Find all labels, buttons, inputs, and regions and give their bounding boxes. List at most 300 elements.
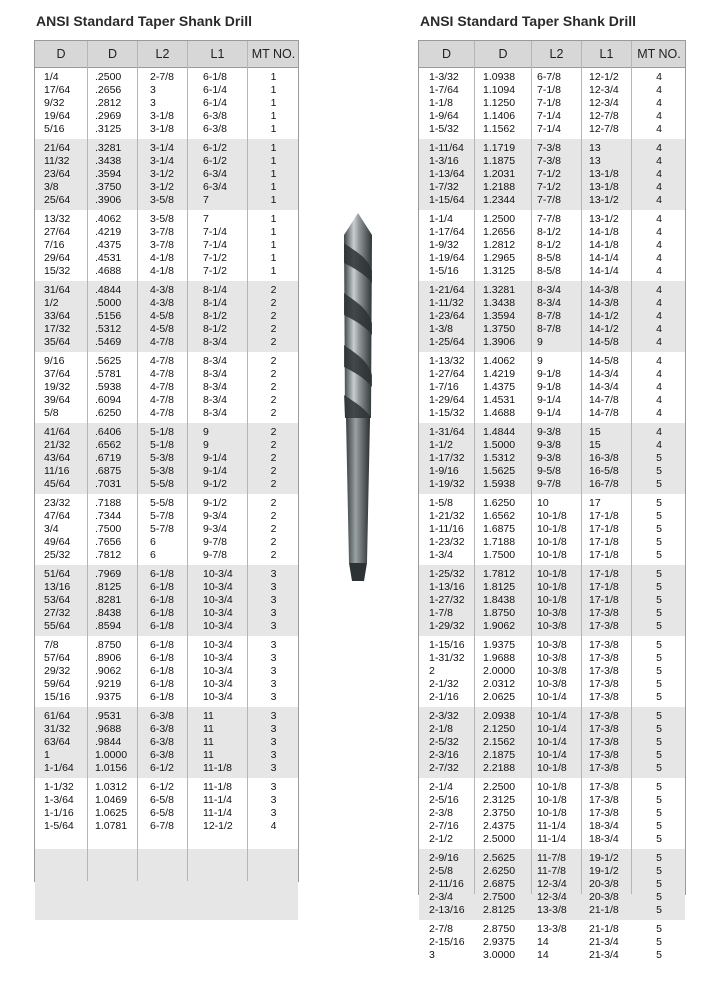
l1-value: 13-1/8 [589, 168, 619, 180]
l1-value: 21-1/8 [589, 923, 619, 935]
fraction-size: 49/64 [44, 536, 71, 548]
table-row [35, 71, 298, 84]
mt-number: 5 [656, 723, 662, 735]
l1-value: 11-1/4 [203, 807, 232, 819]
table-row [419, 581, 685, 594]
table-row [35, 523, 298, 536]
fraction-size: 1-9/16 [429, 465, 459, 477]
l2-value: 8-5/8 [537, 265, 561, 277]
l2-value: 5-7/8 [150, 510, 174, 522]
table-row [35, 762, 298, 775]
fraction-size: 1-21/32 [429, 510, 465, 522]
decimal-size: 3.0000 [483, 949, 516, 961]
decimal-size: .4531 [95, 252, 122, 264]
decimal-size: .7812 [95, 549, 122, 561]
l1-value: 17-3/8 [589, 665, 619, 677]
l1-value: 17-3/8 [589, 710, 619, 722]
decimal-size: 2.3750 [483, 807, 516, 819]
l2-value: 4-7/8 [150, 336, 174, 348]
decimal-size: 1.2031 [483, 168, 516, 180]
table-row [419, 833, 685, 846]
table-row [35, 110, 298, 123]
mt-number: 2 [270, 439, 277, 451]
decimal-size: .8906 [95, 652, 122, 664]
l2-value: 10-3/8 [537, 620, 567, 632]
table-row [419, 923, 685, 936]
mt-number: 5 [656, 620, 662, 632]
l1-value: 11-1/8 [203, 781, 232, 793]
decimal-size: 1.9375 [483, 639, 516, 651]
table-row [35, 781, 298, 794]
table-row [35, 336, 298, 349]
l2-value: 6-1/8 [150, 652, 174, 664]
column-header: MT NO. [637, 47, 681, 61]
l2-value: 6-1/8 [150, 594, 174, 606]
mt-number: 2 [270, 407, 277, 419]
l1-value: 6-1/8 [203, 71, 227, 83]
table-row [35, 639, 298, 652]
decimal-size: .9531 [95, 710, 122, 722]
l1-value: 7-1/2 [203, 252, 227, 264]
l1-value: 17-3/8 [589, 691, 619, 703]
mt-number: 5 [656, 762, 662, 774]
l1-value: 8-1/4 [203, 297, 227, 309]
l1-value: 12-3/4 [589, 84, 619, 96]
decimal-size: .5000 [95, 297, 122, 309]
l2-value: 4-7/8 [150, 368, 174, 380]
l2-value: 6-3/8 [150, 749, 174, 761]
fraction-size: 1-25/32 [429, 568, 465, 580]
row-group [419, 920, 685, 991]
mt-number: 1 [270, 142, 277, 154]
decimal-size: 1.7500 [483, 549, 516, 561]
table-row [35, 581, 298, 594]
l1-value: 17-3/8 [589, 678, 619, 690]
fraction-size: 11/32 [44, 155, 70, 167]
table-row [419, 936, 685, 949]
l1-value: 17 [589, 497, 601, 509]
mt-number: 3 [270, 781, 277, 793]
mt-number: 5 [656, 665, 662, 677]
table-row [419, 865, 685, 878]
l1-value: 14-3/8 [589, 284, 619, 296]
mt-number: 1 [270, 168, 277, 180]
mt-number: 5 [656, 736, 662, 748]
fraction-size: 1-17/64 [429, 226, 465, 238]
mt-number: 3 [270, 607, 277, 619]
table-row [419, 426, 685, 439]
l2-value: 6-5/8 [150, 794, 174, 806]
l2-value: 7-1/2 [537, 181, 561, 193]
l1-value: 14-7/8 [589, 394, 619, 406]
l2-value: 6-3/8 [150, 710, 174, 722]
table-row [35, 439, 298, 452]
mt-number: 5 [656, 652, 662, 664]
fraction-size: 31/32 [44, 723, 71, 735]
table-row [35, 226, 298, 239]
mt-number: 3 [270, 710, 277, 722]
table-row [419, 536, 685, 549]
l2-value: 10-1/8 [537, 594, 567, 606]
table-row [35, 794, 298, 807]
l2-value: 4-7/8 [150, 407, 174, 419]
row-group [35, 849, 298, 920]
right-drill-table [418, 40, 686, 961]
l2-value: 10-3/8 [537, 665, 567, 677]
l2-value: 6-1/8 [150, 620, 174, 632]
table-row [419, 168, 685, 181]
table-row [35, 181, 298, 194]
l2-value: 4-5/8 [150, 310, 174, 322]
l2-value: 7-3/8 [537, 142, 561, 154]
decimal-size: 2.2188 [483, 762, 516, 774]
decimal-size: .8750 [95, 639, 122, 651]
l2-value: 3-1/4 [150, 155, 174, 167]
fraction-size: 1-11/64 [429, 142, 464, 154]
column-header: L1 [599, 47, 614, 61]
l2-value: 6-7/8 [537, 71, 561, 83]
table-row [419, 639, 685, 652]
mt-number: 5 [656, 833, 662, 845]
l1-value: 18-3/4 [589, 833, 619, 845]
fraction-size: 41/64 [44, 426, 71, 438]
l2-value: 3-1/8 [150, 110, 174, 122]
mt-number: 5 [656, 807, 662, 819]
l1-value: 9 [203, 426, 209, 438]
table-row [35, 594, 298, 607]
fraction-size: 59/64 [44, 678, 71, 690]
l1-value: 13-1/2 [589, 194, 619, 206]
decimal-size: 1.4219 [483, 368, 516, 380]
mt-number: 2 [270, 297, 277, 309]
decimal-size: 2.2500 [483, 781, 516, 793]
l2-value: 6-5/8 [150, 807, 174, 819]
fraction-size: 1-31/64 [429, 426, 465, 438]
l2-value: 12-3/4 [537, 891, 567, 903]
decimal-size: 1.5625 [483, 465, 516, 477]
mt-number: 3 [270, 691, 277, 703]
mt-number: 4 [656, 84, 662, 96]
l1-value: 21-3/4 [589, 949, 619, 961]
mt-number: 5 [656, 594, 662, 606]
l2-value: 6-1/8 [150, 639, 174, 651]
mt-number: 5 [656, 678, 662, 690]
mt-number: 4 [656, 194, 662, 206]
table-row [419, 723, 685, 736]
decimal-size: .3438 [95, 155, 122, 167]
decimal-size: 2.0938 [483, 710, 516, 722]
fraction-size: 27/32 [44, 607, 71, 619]
l2-value: 10-1/8 [537, 807, 567, 819]
decimal-size: 1.3125 [483, 265, 516, 277]
mt-number: 3 [270, 736, 277, 748]
table-row [419, 97, 685, 110]
l2-value: 5-1/8 [150, 426, 174, 438]
mt-number: 4 [656, 71, 662, 83]
l2-value: 9-3/8 [537, 426, 561, 438]
l1-value: 9-3/4 [203, 510, 227, 522]
fraction-size: 63/64 [44, 736, 71, 748]
fraction-size: 23/32 [44, 497, 71, 509]
table-row [419, 852, 685, 865]
table-row [35, 252, 298, 265]
mt-number: 5 [656, 497, 662, 509]
mt-number: 4 [656, 213, 662, 225]
mt-number: 4 [656, 123, 662, 135]
decimal-size: 1.1562 [483, 123, 516, 135]
l1-value: 10-3/4 [203, 568, 233, 580]
decimal-size: 1.2188 [483, 181, 516, 193]
fraction-size: 1-7/64 [429, 84, 459, 96]
l1-value: 17-3/8 [589, 620, 619, 632]
row-group [419, 707, 685, 778]
l2-value: 10-3/8 [537, 652, 567, 664]
table-row [419, 265, 685, 278]
mt-number: 5 [656, 478, 662, 490]
decimal-size: 1.4062 [483, 355, 516, 367]
fraction-size: 31/64 [44, 284, 71, 296]
fraction-size: 1 [44, 749, 50, 761]
mt-number: 2 [270, 284, 277, 296]
l1-value: 17-1/8 [589, 536, 619, 548]
decimal-size: .9844 [95, 736, 122, 748]
table-row [35, 168, 298, 181]
mt-number: 2 [270, 355, 277, 367]
l2-value: 6-1/8 [150, 607, 174, 619]
l2-value: 5-3/8 [150, 452, 174, 464]
l2-value: 12-3/4 [537, 878, 567, 890]
l2-value: 3-5/8 [150, 213, 174, 225]
fraction-size: 1-3/64 [44, 794, 74, 806]
l1-value: 14-3/4 [589, 368, 619, 380]
l1-value: 7-1/2 [203, 265, 227, 277]
l2-value: 10-1/8 [537, 568, 567, 580]
table-row [419, 949, 685, 962]
l2-value: 3-7/8 [150, 239, 174, 251]
fraction-size: 5/16 [44, 123, 65, 135]
fraction-size: 1-13/16 [429, 581, 465, 593]
l1-value: 12-1/2 [203, 820, 233, 832]
decimal-size: 1.1719 [483, 142, 516, 154]
l1-value: 9-7/8 [203, 549, 227, 561]
mt-number: 2 [270, 336, 277, 348]
fraction-size: 3 [429, 949, 435, 961]
mt-number: 5 [656, 891, 662, 903]
l2-value: 6-3/8 [150, 723, 174, 735]
mt-number: 4 [270, 820, 277, 832]
table-row [35, 381, 298, 394]
l2-value: 5-3/8 [150, 465, 174, 477]
decimal-size: .7656 [95, 536, 122, 548]
l1-value: 10-3/4 [203, 607, 233, 619]
l2-value: 7-1/4 [537, 123, 561, 135]
l1-value: 8-3/4 [203, 407, 227, 419]
mt-number: 1 [270, 71, 277, 83]
decimal-size: 2.4375 [483, 820, 516, 832]
l2-value: 11-1/4 [537, 820, 566, 832]
l1-value: 14-1/4 [589, 265, 619, 277]
decimal-size: .4688 [95, 265, 122, 277]
decimal-size: 1.0156 [95, 762, 128, 774]
row-group [419, 210, 685, 281]
fraction-size: 1-3/16 [429, 155, 459, 167]
l2-value: 7-1/4 [537, 110, 561, 122]
fraction-size: 2-7/32 [429, 762, 459, 774]
table-row [35, 284, 298, 297]
l1-value: 6-3/4 [203, 181, 227, 193]
decimal-size: .3125 [95, 123, 122, 135]
table-row [419, 181, 685, 194]
column-divider [87, 41, 88, 881]
mt-number: 4 [656, 407, 662, 419]
fraction-size: 2-7/8 [429, 923, 453, 935]
l2-value: 9-7/8 [537, 478, 561, 490]
fraction-size: 1-7/16 [429, 381, 459, 393]
fraction-size: 2-5/16 [429, 794, 459, 806]
table-row [419, 284, 685, 297]
decimal-size: .5312 [95, 323, 122, 335]
row-group [35, 139, 298, 210]
l2-value: 8-1/2 [537, 226, 561, 238]
l1-value: 11 [203, 736, 214, 748]
table-row [419, 213, 685, 226]
decimal-size: 1.5312 [483, 452, 516, 464]
decimal-size: 2.8125 [483, 904, 516, 916]
mt-number: 3 [270, 678, 277, 690]
table-row [419, 297, 685, 310]
fraction-size: 9/16 [44, 355, 65, 367]
table-row [419, 194, 685, 207]
l2-value: 7-7/8 [537, 213, 561, 225]
fraction-size: 61/64 [44, 710, 71, 722]
table-row [419, 904, 685, 917]
l1-value: 11 [203, 749, 214, 761]
l1-value: 17-3/8 [589, 652, 619, 664]
decimal-size: 1.0469 [95, 794, 128, 806]
fraction-size: 2-1/32 [429, 678, 459, 690]
decimal-size: 1.6562 [483, 510, 516, 522]
mt-number: 1 [270, 213, 277, 225]
table-row [419, 549, 685, 562]
fraction-size: 1/4 [44, 71, 59, 83]
row-group [419, 352, 685, 423]
decimal-size: .6875 [95, 465, 122, 477]
mt-number: 2 [270, 426, 277, 438]
mt-number: 5 [656, 536, 662, 548]
decimal-size: 2.0000 [483, 665, 516, 677]
table-row [35, 123, 298, 136]
l1-value: 15 [589, 439, 601, 451]
l2-value: 4-1/8 [150, 252, 174, 264]
l2-value: 3-1/8 [150, 123, 174, 135]
mt-number: 2 [270, 323, 277, 335]
l1-value: 19-1/2 [589, 865, 619, 877]
table-row [419, 710, 685, 723]
l1-value: 20-3/8 [589, 878, 619, 890]
l2-value: 10-1/4 [537, 749, 567, 761]
l2-value: 9-3/8 [537, 452, 561, 464]
l1-value: 16-3/8 [589, 452, 619, 464]
decimal-size: 1.8438 [483, 594, 516, 606]
fraction-size: 1-17/32 [429, 452, 465, 464]
table-row [419, 310, 685, 323]
l2-value: 3-1/2 [150, 168, 174, 180]
l2-value: 6-1/8 [150, 581, 174, 593]
fraction-size: 13/16 [44, 581, 71, 593]
l2-value: 6-1/8 [150, 665, 174, 677]
mt-number: 4 [656, 168, 662, 180]
l1-value: 10-3/4 [203, 652, 233, 664]
l2-value: 4-3/8 [150, 284, 174, 296]
decimal-size: 2.0625 [483, 691, 516, 703]
decimal-size: .6406 [95, 426, 122, 438]
table-row [419, 252, 685, 265]
l2-value: 6-7/8 [150, 820, 174, 832]
decimal-size: 1.2812 [483, 239, 516, 251]
fraction-size: 2-1/2 [429, 833, 453, 845]
l1-value: 17-3/8 [589, 639, 619, 651]
l2-value: 8-5/8 [537, 252, 561, 264]
mt-number: 1 [270, 181, 277, 193]
l2-value: 10-3/8 [537, 678, 567, 690]
l1-value: 17-1/8 [589, 568, 619, 580]
table-row [419, 762, 685, 775]
fraction-size: 29/32 [44, 665, 71, 677]
l2-value: 6 [150, 549, 156, 561]
mt-number: 4 [656, 265, 662, 277]
mt-number: 3 [270, 581, 277, 593]
mt-number: 3 [270, 807, 277, 819]
l2-value: 6-1/8 [150, 691, 174, 703]
table-row [35, 652, 298, 665]
mt-number: 4 [656, 181, 662, 193]
table-row [419, 878, 685, 891]
table-row [419, 607, 685, 620]
decimal-size: 2.8750 [483, 923, 516, 935]
table-row [35, 310, 298, 323]
fraction-size: 1-9/32 [429, 239, 459, 251]
l1-value: 14-1/2 [589, 310, 619, 322]
taper-shank-drill-image [338, 213, 378, 583]
decimal-size: .5938 [95, 381, 122, 393]
l2-value: 6-1/8 [150, 568, 174, 580]
decimal-size: .2812 [95, 97, 122, 109]
decimal-size: .9062 [95, 665, 122, 677]
decimal-size: .8125 [95, 581, 122, 593]
table-row [419, 323, 685, 336]
decimal-size: .6094 [95, 394, 122, 406]
l1-value: 16-5/8 [589, 465, 619, 477]
column-divider [247, 41, 248, 881]
row-group [35, 707, 298, 778]
l2-value: 5-7/8 [150, 523, 174, 535]
table-row [35, 297, 298, 310]
l2-value: 10-1/4 [537, 710, 567, 722]
mt-number: 3 [270, 620, 277, 632]
mt-number: 5 [656, 749, 662, 761]
table-row [35, 749, 298, 762]
table-row [419, 394, 685, 407]
l1-value: 8-3/4 [203, 368, 227, 380]
decimal-size: 1.6875 [483, 523, 516, 535]
l1-value: 11 [203, 723, 214, 735]
table-row [419, 497, 685, 510]
fraction-size: 1-1/8 [429, 97, 453, 109]
column-header: D [498, 47, 508, 61]
table-row [419, 478, 685, 491]
column-divider [631, 41, 632, 894]
decimal-size: 2.1250 [483, 723, 516, 735]
